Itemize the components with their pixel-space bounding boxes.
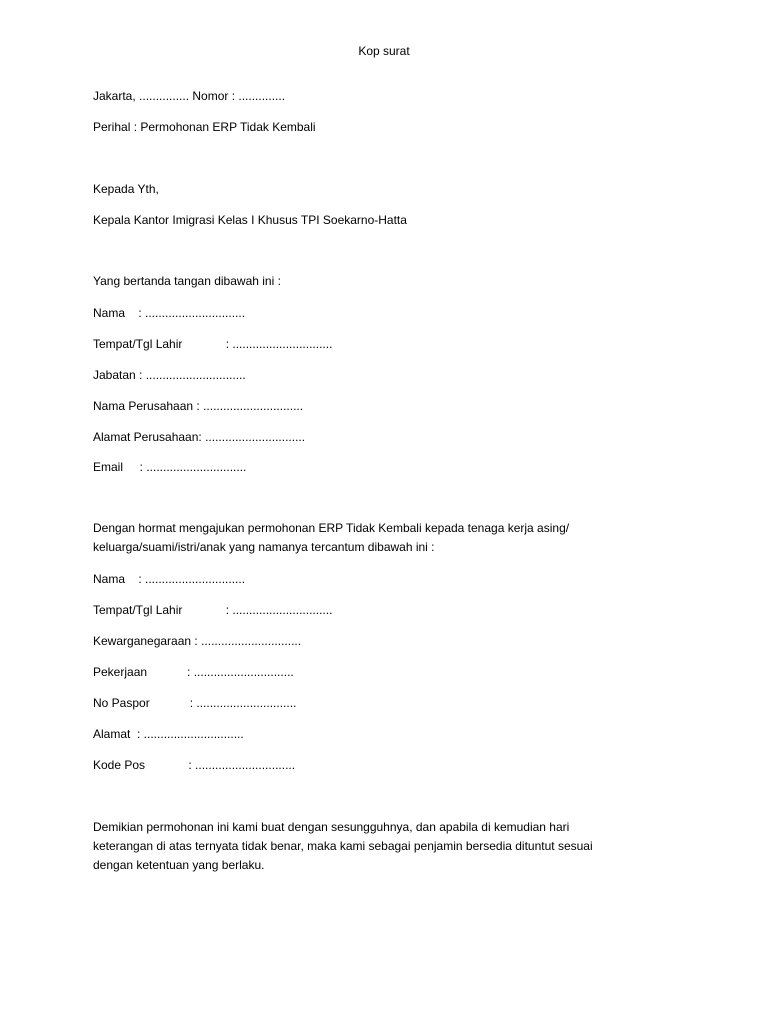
worker-passport-field: No Paspor : .............................. [93, 696, 297, 710]
closing-line-1: Demikian permohonan ini kami buat dengan sesungguhnya, dan apabila di kemudian hari [93, 820, 570, 834]
subject-line: Perihal : Permohonan ERP Tidak Kembali [93, 120, 316, 134]
request-paragraph [93, 519, 653, 557]
request-line-1: Dengan hormat mengajukan permohonan ERP Tidak Kembali kepada tenaga kerja asing/ [93, 521, 570, 535]
applicant-name-field: Nama : .............................. [93, 306, 246, 320]
worker-address-field: Alamat : .............................. [93, 727, 244, 741]
closing-line-2: keterangan di atas ternyata tidak benar, maka kami sebagai penjamin bersedia dituntut sesuai [93, 839, 593, 853]
applicant-intro: Yang bertanda tangan dibawah ini : [93, 274, 281, 288]
applicant-email-field: Email : .............................. [93, 460, 247, 474]
worker-postal-code-field: Kode Pos : .............................. [93, 758, 296, 772]
worker-birth-field: Tempat/Tgl Lahir : .............................. [93, 603, 333, 617]
recipient-office: Kepala Kantor Imigrasi Kelas I Khusus TPI Soekarno-Hatta [93, 213, 407, 227]
worker-occupation-field: Pekerjaan : .............................. [93, 665, 294, 679]
closing-paragraph [93, 818, 653, 875]
request-line-2: keluarga/suami/istri/anak yang namanya tercantum dibawah ini : [93, 540, 435, 554]
place-date-number: Jakarta, ............... Nomor : .............. [93, 89, 286, 103]
closing-line-3: dengan ketentuan yang berlaku. [93, 858, 265, 872]
worker-nationality-field: Kewarganegaraan : .............................. [93, 634, 302, 648]
applicant-birth-field: Tempat/Tgl Lahir : .............................. [93, 337, 333, 351]
worker-name-field: Nama : .............................. [93, 572, 246, 586]
applicant-company-field: Nama Perusahaan : .............................. [93, 399, 304, 413]
applicant-position-field: Jabatan : .............................. [93, 368, 246, 382]
letterhead-placeholder: Kop surat [358, 44, 410, 58]
recipient-greeting: Kepada Yth, [93, 182, 159, 196]
applicant-company-address-field: Alamat Perusahaan: .............................. [93, 430, 306, 444]
